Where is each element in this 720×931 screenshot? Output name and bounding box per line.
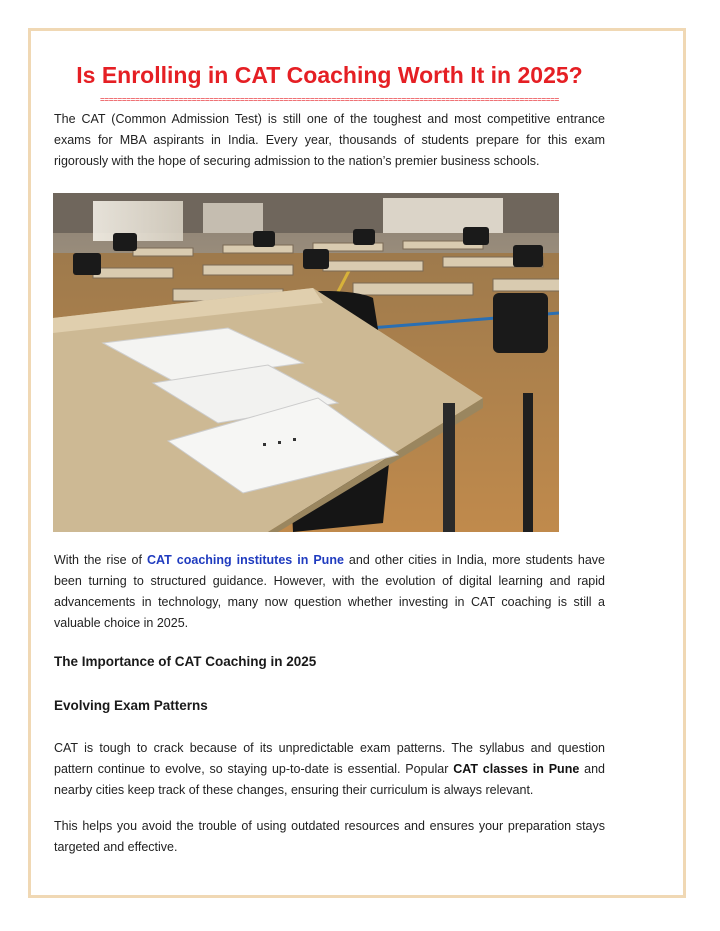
article-header bbox=[54, 58, 605, 172]
exam-patterns-text-start: CAT is tough to crack because of its unpredictable exam patterns. The syllabus and question pattern continue to evolve, so staying up-to-date is essential. Popular bbox=[54, 741, 605, 776]
cat-coaching-pune-link[interactable]: CAT coaching institutes in Pune bbox=[147, 553, 344, 567]
outdated-resources-paragraph: This helps you avoid the trouble of using outdated resources and ensures your preparation stays targeted and effective. bbox=[54, 819, 605, 854]
coaching-paragraph-text-start: With the rise of bbox=[54, 553, 147, 567]
intro-paragraph: The CAT (Common Admission Test) is still one of the toughest and most competitive entrance exams for MBA aspirants in India. Every year, thousands of students prepare for this exam rigorously with the hope of securing admission to the nation’s premier business schools. bbox=[54, 112, 605, 168]
coaching-paragraph-text-end: and other cities in India, more students have been turning to structured guidance. However, with the evolution of digital learning and rapid advancements in technology, many now question whether investing in CAT coaching is still a valuable choice in 2025. bbox=[54, 553, 605, 630]
heading-importance: The Importance of CAT Coaching in 2025 bbox=[54, 654, 317, 669]
title-rule: ========================================================================================================= bbox=[99, 95, 560, 104]
heading-evolving-patterns: Evolving Exam Patterns bbox=[54, 698, 208, 713]
coaching-paragraph bbox=[54, 550, 605, 634]
exam-patterns-text-end: and nearby cities keep track of these changes, ensuring their curriculum is always relevant. bbox=[54, 762, 605, 797]
exam-patterns-paragraph bbox=[54, 738, 605, 801]
exam-hall-photo bbox=[53, 193, 559, 532]
article-title: Is Enrolling in CAT Coaching Worth It in 2025? bbox=[76, 62, 583, 88]
cat-classes-pune-bold: CAT classes in Pune bbox=[453, 762, 580, 776]
